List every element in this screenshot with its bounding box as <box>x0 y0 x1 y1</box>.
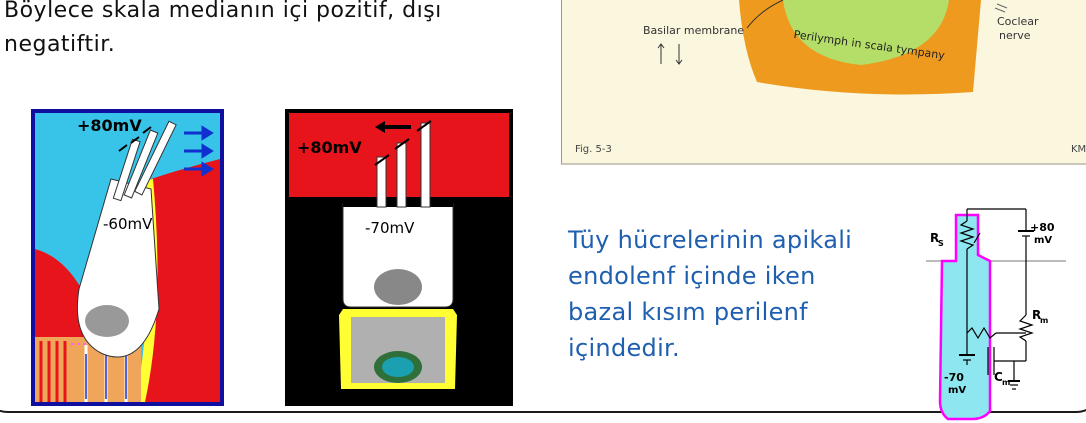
right-cell-inner-potential: -70mV <box>365 219 415 237</box>
cm-sub: m <box>1002 378 1011 387</box>
cochlea-figure <box>561 0 1086 165</box>
hair-cell-left-figure <box>31 109 224 406</box>
rs-sub: S <box>938 239 944 248</box>
hair-cell-right-figure <box>285 109 513 406</box>
nerve-label-2: nerve <box>999 29 1031 42</box>
left-cell-inner-potential: -60mV <box>103 215 153 233</box>
battery-bottom-value: -70 <box>944 371 964 384</box>
battery-top-value: +80 <box>1030 221 1055 234</box>
intro-line-1: Böylece skala medianın içi pozitif, dışı <box>4 0 442 23</box>
rm-sub: m <box>1040 316 1049 325</box>
rm-label: R <box>1032 308 1042 322</box>
intro-text <box>4 0 442 62</box>
circuit-diagram <box>926 205 1066 423</box>
perilymph-label: Perilymph in scala tympany <box>792 28 946 63</box>
battery-bottom-unit: mV <box>948 385 967 396</box>
basilar-membrane-label: Basilar membrane <box>643 24 745 37</box>
intro-line-2: negatiftir. <box>4 32 116 57</box>
description-line-3: bazal kısım perilenf <box>568 298 808 326</box>
battery-top-unit: mV <box>1034 235 1053 246</box>
rs-label: R <box>930 231 940 245</box>
description-line-1: Tüy hücrelerinin apikali <box>568 226 853 254</box>
description-line-2: endolenf içinde iken <box>568 262 816 290</box>
nerve-label-1: Coclear <box>997 15 1039 28</box>
left-cell-top-potential: +80mV <box>77 116 142 135</box>
fig-label: Fig. 5-3 <box>575 144 612 155</box>
description-text <box>568 222 908 366</box>
description-line-4: içindedir. <box>568 334 680 362</box>
right-cell-top-potential: +80mV <box>297 138 362 157</box>
corner-label: KM <box>1071 144 1086 155</box>
cm-label: C <box>994 370 1003 384</box>
